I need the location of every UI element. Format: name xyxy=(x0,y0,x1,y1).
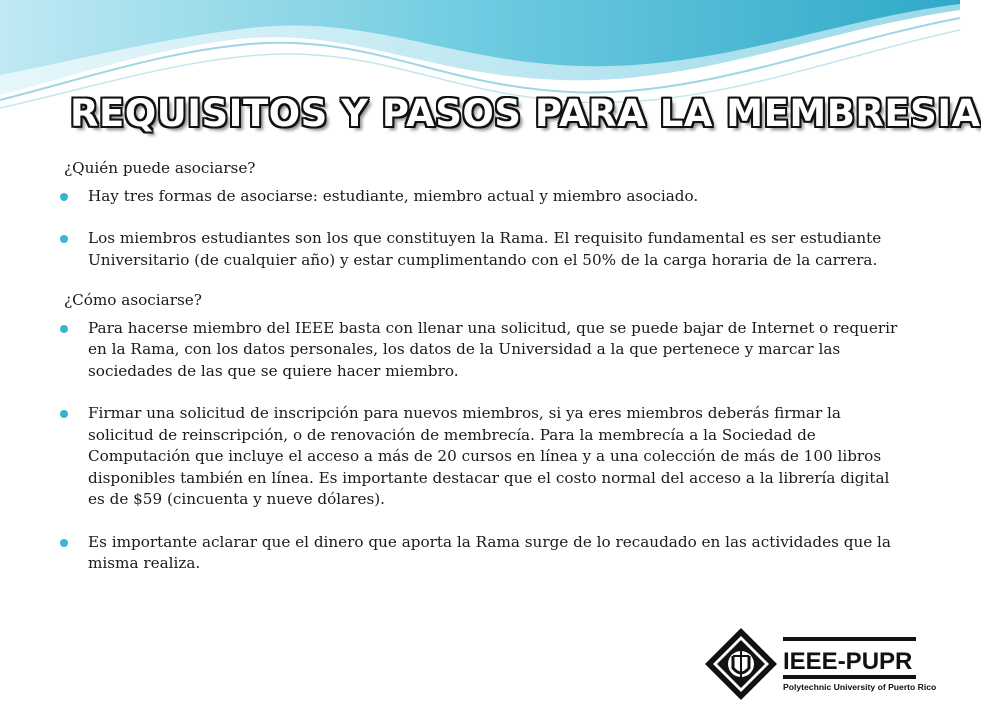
slide-title: REQUISITOS Y PASOS PARA LA MEMBRESIA xyxy=(70,92,981,135)
list-item-text: Hay tres formas de asociarse: estudiante, miembro actual y miembro asociado. xyxy=(88,186,699,205)
list-item xyxy=(60,532,910,575)
list-item-text: Es importante aclarar que el dinero que aporta la Rama surge de lo recaudado en las actividades que la misma realiza. xyxy=(88,532,891,572)
logo-graphic xyxy=(703,626,937,702)
logo-name: IEEE-PUPR xyxy=(783,648,913,675)
list-item-text: Firmar una solicitud de inscripción para nuevos miembros, si ya eres miembros deberás firmar la solicitud de reinscripción, o de renovación de membrecía. Para la membrecía a la Sociedad de Computación que incluye el acceso a más de 20 cursos en línea y a una colección de más de 100 libros disponibles también en línea. Es importante destacar que el costo normal del acceso a la librería digital es de $59 (cincuenta y nueve dólares). xyxy=(88,404,890,508)
bullet-icon xyxy=(60,325,68,333)
list-item xyxy=(60,228,910,271)
list-item-text: Para hacerse miembro del IEEE basta con llenar una solicitud, que se puede bajar de Internet o requerir en la Rama, con los datos personales, los datos de la Universidad a la que pertenece y marcar las sociedades de las que se quiere hacer miembro. xyxy=(88,318,898,380)
section-heading-como: ¿Cómo asociarse? xyxy=(64,291,202,309)
bullet-icon xyxy=(60,539,68,547)
ieee-pupr-logo xyxy=(703,626,937,702)
bullet-icon xyxy=(60,193,68,201)
slide-content xyxy=(60,158,910,575)
bullet-icon xyxy=(60,235,68,243)
list-item xyxy=(60,403,910,511)
list-item xyxy=(60,186,910,208)
logo-subtitle: Polytechnic University of Puerto Rico xyxy=(783,682,937,692)
list-item-text: Los miembros estudiantes son los que constituyen la Rama. El requisito fundamental es ser estudiante Universitario (de cualquier año) y estar cumplimentando con el 50% de la carga horaria de la carrera. xyxy=(88,229,882,269)
bullet-icon xyxy=(60,410,68,418)
list-item xyxy=(60,318,910,383)
section-heading-quien: ¿Quién puede asociarse? xyxy=(64,159,256,177)
